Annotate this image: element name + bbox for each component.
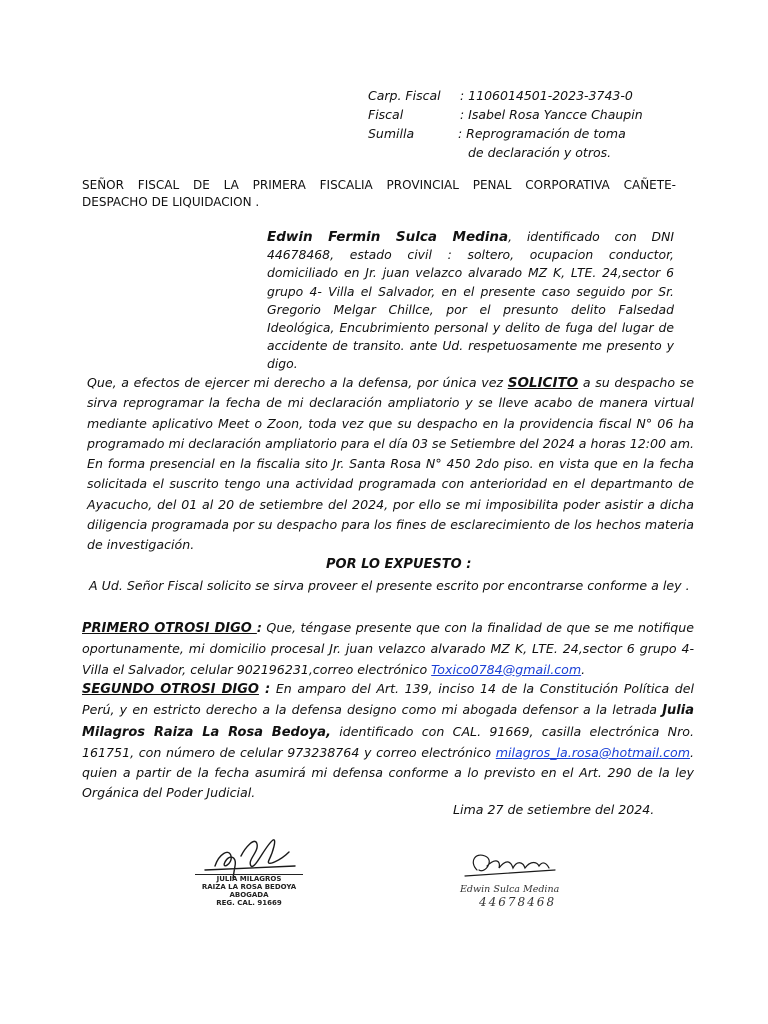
intro-paragraph xyxy=(267,228,674,374)
segundo-otrosi-text-2: identificado con CAL. 91669, casilla electrónica Nro. 161751, con número de celular 973238764 y correo electrónico xyxy=(82,723,694,760)
primer-otrosi xyxy=(82,618,694,680)
segundo-otrosi-text-3: . quien a partir de la fecha asumirá mi defensa conforme a lo previsto en el Art. 290 de la ley Orgánica del Poder Judicial. xyxy=(82,744,694,801)
signature-dni: 44678468 xyxy=(479,895,557,909)
primer-otrosi-end: . xyxy=(581,661,586,677)
carpeta-label: Carp. Fiscal xyxy=(368,88,441,103)
stamp-line-4: REG. CAL. 91669 xyxy=(216,899,282,907)
stamp-line-1: JULIA MILAGROS xyxy=(216,875,282,883)
addressee xyxy=(82,177,676,194)
request-post: a su despacho se sirva reprogramar la fecha de mi declaración ampliatorio y se lleve acabo de manera virtual mediante aplicativo Meet o Zoon, toda vez que su despacho en la providencia fiscal N° 06 ha programado mi declaración ampliatorio para el día 03 se Setiembre del 2024 a horas 12:00 am. En forma presencial en la fiscalia sito Jr. Santa Rosa N° 450 2do piso. en vista que en la fecha solicitada el suscrito tengo una actividad programada con anterioridad en el departmanto de Ayacucho, del 01 al 20 de setiembre del 2024, por ello se mi imposibilita poder asistir a dicha diligencia programada por su despacho para los fines de esclarecimiento de los hechos materia de investigación. xyxy=(87,375,695,553)
stamp-line-2: RAIZA LA ROSA BEDOYA xyxy=(201,883,297,891)
sumilla-label: Sumilla xyxy=(368,126,415,141)
addressee-line-2: DESPACHO DE LIQUIDACION . xyxy=(82,195,260,209)
stamp-line-3: ABOGADA xyxy=(229,891,269,899)
document-date: Lima 27 de setiembre del 2024. xyxy=(453,802,655,817)
intro-text: , identificado con DNI 44678468, estado civil : soltero, ocupacion conductor, domiciliado en Jr. juan velazco alvarado MZ K, LTE. 24,sector 6 grupo 4- Villa el Salvador, en el presente caso seguido por Sr. Gregorio Melgar Chillce, por el presunto delito Falsedad Ideológica, Encubrimiento personal y delito de fuga del lugar de accidente de transito. ante Ud. respetuosamente me presento y digo. xyxy=(267,229,674,372)
addressee-line-1: SEÑOR FISCAL DE LA PRIMERA FISCALIA PROVINCIAL PENAL CORPORATIVA CAÑETE- xyxy=(82,178,676,192)
lawyer-email-link[interactable]: milagros_la.rosa@hotmail.com xyxy=(495,744,690,760)
carpeta-value: : 1106014501-2023-3743-0 xyxy=(460,88,633,103)
fiscal-label: Fiscal xyxy=(368,107,404,122)
lawyer-signature-stamp xyxy=(185,826,310,918)
sumilla-value-2: de declaración y otros. xyxy=(468,145,612,160)
petitioner-signature-icon xyxy=(455,848,565,882)
petitioner-signature xyxy=(455,848,565,912)
segundo-otrosi xyxy=(82,679,694,804)
notification-email-link[interactable]: Toxico0784@gmail.com xyxy=(431,661,582,677)
request-paragraph xyxy=(87,373,694,556)
case-header xyxy=(368,86,668,162)
expuesto-title: POR LO EXPUESTO : xyxy=(326,557,472,572)
expuesto-text: A Ud. Señor Fiscal solicito se sirva proveer el presente escrito por encontrarse conforme a ley . xyxy=(89,578,690,593)
primer-otrosi-colon: : xyxy=(256,620,262,635)
segundo-otrosi-text-1: En amparo del Art. 139, inciso 14 de la Constitución Política del Perú, y en estricto derecho a la defensa designo como mi abogada defensor a la letrada xyxy=(82,681,695,718)
primer-otrosi-text: Que, téngase presente que con la finalidad de que se me notifique oportunamente, mi domicilio procesal Jr. juan velazco alvarado MZ K, LTE. 24,sector 6 grupo 4- Villa el Salvador, celular 902196231,correo electrónico xyxy=(82,620,694,677)
sumilla-value: : Reprogramación de toma xyxy=(458,126,626,141)
fiscal-value: : Isabel Rosa Yancce Chaupin xyxy=(460,107,643,122)
sumilla-row-2 xyxy=(368,143,668,162)
solicito-keyword: SOLICITO xyxy=(507,375,579,391)
petitioner-name: Edwin Fermin Sulca Medina xyxy=(267,229,509,245)
segundo-otrosi-colon: : xyxy=(258,682,271,697)
lawyer-name: Julia Milagros Raiza La Rosa Bedoya, xyxy=(82,703,694,740)
sumilla-row xyxy=(368,124,668,143)
request-pre: Que, a efectos de ejercer mi derecho a la defensa, por única vez xyxy=(87,375,508,390)
segundo-otrosi-title: SEGUNDO OTROSI DIGO xyxy=(82,682,259,697)
primer-otrosi-title: PRIMERO OTROSI DIGO xyxy=(82,621,257,636)
stamp-block xyxy=(187,874,311,907)
signature-name: Edwin Sulca Medina xyxy=(460,884,560,895)
fiscal-row xyxy=(368,105,668,124)
carpeta-row xyxy=(368,86,668,105)
